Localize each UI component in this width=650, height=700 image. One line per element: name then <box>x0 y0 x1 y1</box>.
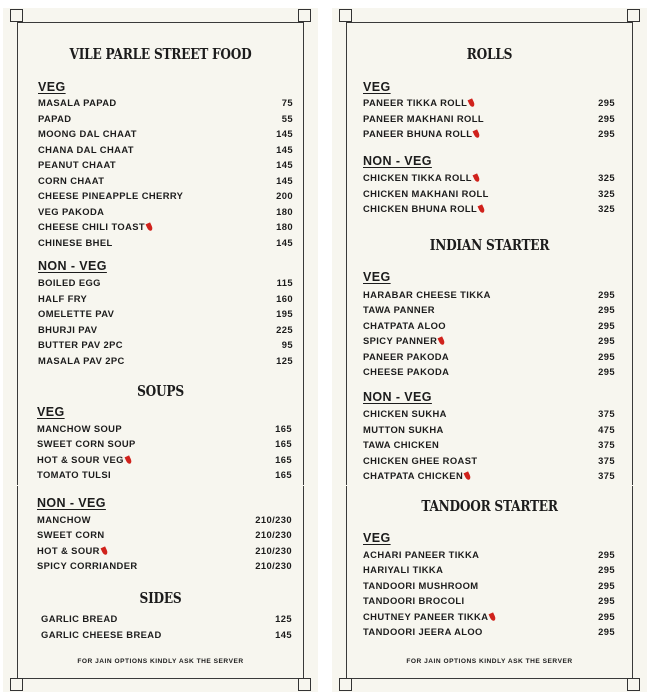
corner-ornament <box>298 678 311 691</box>
corner-ornament <box>10 678 23 691</box>
menu-item <box>38 355 293 370</box>
menu-item <box>363 439 615 454</box>
menu-item-name-text: TANDOORI MUSHROOM <box>363 579 479 591</box>
section-title: SOUPS <box>137 383 184 400</box>
border-line <box>346 678 633 679</box>
menu-item <box>363 188 615 203</box>
menu-item-price: 295 <box>598 564 615 576</box>
panel-separator <box>338 485 641 486</box>
nonveg-heading: NON - VEG <box>38 259 107 273</box>
menu-item <box>37 545 292 560</box>
menu-item-price: 375 <box>598 439 615 450</box>
menu-item-name <box>38 324 97 335</box>
menu-item-price: 325 <box>598 187 615 199</box>
menu-item-name <box>363 366 449 377</box>
footer-note: FOR JAIN OPTIONS KINDLY ASK THE SERVER <box>77 658 244 665</box>
menu-item-name <box>38 355 125 366</box>
menu-item-price: 165 <box>275 438 292 450</box>
menu-item-price: 145 <box>276 174 293 186</box>
menu-item-price: 165 <box>275 423 292 434</box>
section-title: TANDOOR STARTER <box>421 498 558 515</box>
menu-item-name-text: TANDOORI BROCOLI <box>363 595 465 607</box>
chili-pepper-icon <box>478 204 486 213</box>
menu-item-price: 145 <box>276 236 293 248</box>
menu-item-price: 295 <box>598 97 615 108</box>
menu-item-name <box>363 128 479 139</box>
menu-item-name-text: GARLIC CHEESE BREAD <box>41 628 162 640</box>
menu-item-name-text: HARIYALI TIKKA <box>363 564 444 576</box>
border-line <box>303 22 304 678</box>
menu-item-name-text: CORN CHAAT <box>38 174 105 186</box>
corner-ornament <box>339 9 352 22</box>
nonveg-heading: NON - VEG <box>363 390 432 404</box>
nonveg-heading: NON - VEG <box>363 154 432 168</box>
menu-page-left <box>3 8 318 692</box>
menu-item-price: 200 <box>276 190 293 201</box>
menu-item <box>363 366 615 381</box>
menu-item-price: 145 <box>276 159 293 170</box>
menu-item <box>38 159 293 174</box>
corner-ornament <box>627 9 640 22</box>
menu-item-name <box>363 203 484 214</box>
corner-ornament <box>627 678 640 691</box>
menu-item-name-text: CHINESE BHEL <box>38 236 113 248</box>
menu-item <box>363 128 615 143</box>
menu-item-name-text: PEANUT CHAAT <box>38 159 117 170</box>
menu-item-name <box>38 277 101 288</box>
veg-heading: VEG <box>363 80 391 94</box>
menu-item-price: 295 <box>598 549 615 560</box>
menu-item-name <box>363 564 443 575</box>
chili-pepper-icon <box>438 337 446 346</box>
menu-item-price: 295 <box>598 366 615 377</box>
menu-item-name <box>38 175 104 186</box>
menu-item <box>363 335 615 350</box>
menu-item-name-text: BHURJI PAV <box>38 323 98 335</box>
menu-item <box>363 172 615 187</box>
menu-item-name-text: HOT & SOUR VEG <box>37 453 124 465</box>
menu-item <box>38 324 293 339</box>
menu-item-name <box>363 580 478 591</box>
menu-item-name <box>363 455 478 466</box>
menu-item-name-text: MOONG DAL CHAAT <box>38 128 137 139</box>
corner-ornament <box>10 9 23 22</box>
menu-item-name-text: TANDOORI JEERA ALOO <box>363 626 483 637</box>
menu-item-name <box>363 470 470 481</box>
menu-item <box>38 277 293 292</box>
menu-item <box>38 128 293 143</box>
menu-item-name <box>38 159 116 170</box>
menu-item <box>363 626 615 641</box>
menu-item-name <box>363 97 474 108</box>
menu-item <box>37 438 292 453</box>
menu-item <box>363 595 615 610</box>
menu-item <box>37 423 292 438</box>
menu-item-name <box>363 351 449 362</box>
chili-pepper-icon <box>464 471 472 480</box>
menu-item-name-text: ACHARI PANEER TIKKA <box>363 549 480 560</box>
menu-item-name-text: TAWA CHICKEN <box>363 439 440 450</box>
menu-item-name-text: HOT & SOUR <box>37 544 100 556</box>
menu-item <box>38 113 293 128</box>
menu-item-price: 475 <box>598 423 615 435</box>
menu-item-name-text: CHEESE PAKODA <box>363 366 450 377</box>
menu-item-name <box>363 172 479 183</box>
menu-item <box>38 293 293 308</box>
chili-pepper-icon <box>124 455 132 464</box>
menu-item-name <box>363 335 444 346</box>
menu-item-name-text: HARABAR CHEESE TIKKA <box>363 289 491 300</box>
menu-item <box>363 424 615 439</box>
menu-item <box>363 470 615 485</box>
menu-item-name-text: PANEER BHUNA ROLL <box>363 128 473 139</box>
menu-item-name <box>363 595 465 606</box>
menu-item-name-text: CHICKEN MAKHANI ROLL <box>363 187 489 199</box>
menu-item-name <box>37 454 131 465</box>
menu-item-name <box>38 190 183 201</box>
border-line <box>17 22 304 23</box>
menu-item-name-text: SWEET CORN SOUP <box>37 438 136 450</box>
menu-item-name-text: PAPAD <box>38 112 72 124</box>
menu-item-price: 210/230 <box>255 559 292 571</box>
section-title: VILE PARLE STREET FOOD <box>69 46 252 63</box>
menu-item-name <box>37 560 138 571</box>
menu-item-price: 375 <box>598 408 615 419</box>
menu-item-name <box>38 308 114 319</box>
menu-item-price: 375 <box>598 470 615 481</box>
menu-item-name <box>37 545 107 556</box>
menu-item-name <box>38 221 152 232</box>
menu-item <box>38 308 293 323</box>
menu-item-price: 295 <box>598 112 615 124</box>
menu-item-name-text: MUTTON SUKHA <box>363 423 444 435</box>
menu-item-name-text: MANCHOW <box>37 514 91 525</box>
menu-item <box>363 549 615 564</box>
menu-item-name-text: MANCHOW SOUP <box>37 423 123 434</box>
menu-item-price: 145 <box>275 628 292 640</box>
menu-item-price: 295 <box>598 350 615 362</box>
menu-item-price: 145 <box>276 128 293 139</box>
menu-item <box>363 97 615 112</box>
menu-item <box>37 560 292 575</box>
menu-item-price: 210/230 <box>255 529 292 541</box>
menu-item-price: 295 <box>598 610 615 622</box>
veg-heading: VEG <box>38 80 66 94</box>
menu-item-name-text: HALF FRY <box>38 292 88 304</box>
menu-item-name-text: TAWA PANNER <box>363 304 435 316</box>
menu-item-price: 125 <box>275 613 292 624</box>
menu-item-name <box>37 514 91 525</box>
menu-item <box>363 564 615 579</box>
menu-item-name-text: BOILED EGG <box>38 277 101 288</box>
menu-item-name-text: OMELETTE PAV <box>38 308 115 319</box>
menu-item-name <box>363 439 439 450</box>
menu-item-price: 295 <box>598 595 615 607</box>
menu-item-price: 195 <box>276 308 293 319</box>
menu-item-name <box>38 144 134 155</box>
menu-item-price: 295 <box>598 626 615 637</box>
menu-item-name <box>363 424 444 435</box>
border-line <box>346 22 633 23</box>
menu-item-name-text: VEG PAKODA <box>38 205 105 217</box>
chili-pepper-icon <box>489 612 497 621</box>
menu-item-name-text: SWEET CORN <box>37 529 105 541</box>
menu-item-name-text: CHATPATA ALOO <box>363 319 446 331</box>
menu-item-name <box>38 97 117 108</box>
menu-item <box>38 190 293 205</box>
menu-item <box>38 339 293 354</box>
corner-ornament <box>298 9 311 22</box>
menu-item-price: 160 <box>276 292 293 304</box>
section-title: ROLLS <box>466 46 513 63</box>
menu-item-name <box>38 237 113 248</box>
border-line <box>17 22 18 678</box>
menu-item <box>363 455 615 470</box>
menu-item <box>41 613 292 628</box>
chili-pepper-icon <box>472 173 480 182</box>
menu-item-name <box>37 438 136 449</box>
menu-item-name <box>37 529 105 540</box>
menu-item <box>363 408 615 423</box>
chili-pepper-icon <box>473 129 481 138</box>
menu-item-name <box>363 549 479 560</box>
menu-item-name-text: SPICY PANNER <box>363 335 438 347</box>
menu-page-right <box>332 8 647 692</box>
menu-item-price: 210/230 <box>255 544 292 556</box>
menu-item-price: 180 <box>276 205 293 217</box>
menu-item-name-text: CHATPATA CHICKEN <box>363 470 464 481</box>
menu-item-name <box>38 113 71 124</box>
menu-item-name-text: CHICKEN TIKKA ROLL <box>363 172 472 183</box>
menu-item-price: 295 <box>598 304 615 316</box>
menu-item-name-text: TOMATO TULSI <box>37 468 112 480</box>
menu-item <box>41 629 292 644</box>
menu-item-price: 180 <box>276 221 293 232</box>
menu-item-name <box>38 128 137 139</box>
menu-item-name-text: PANEER MAKHANI ROLL <box>363 112 484 124</box>
menu-item-name <box>38 206 104 217</box>
menu-item-name-text: CHICKEN GHEE ROAST <box>363 454 478 466</box>
border-line <box>346 22 347 678</box>
menu-item-name-text: GARLIC BREAD <box>41 613 118 624</box>
menu-item-price: 55 <box>281 112 293 124</box>
menu-item-price: 75 <box>281 97 293 108</box>
menu-item-name-text: PANEER TIKKA ROLL <box>363 97 468 108</box>
panel-separator <box>9 485 312 486</box>
footer-note: FOR JAIN OPTIONS KINDLY ASK THE SERVER <box>406 658 573 665</box>
menu-item <box>38 144 293 159</box>
menu-item <box>38 221 293 236</box>
menu-item-price: 125 <box>276 354 293 366</box>
menu-item <box>37 529 292 544</box>
menu-item-name <box>363 611 495 622</box>
corner-ornament <box>339 678 352 691</box>
menu-item-name <box>38 293 87 304</box>
menu-item-name <box>363 304 435 315</box>
menu-item <box>363 320 615 335</box>
menu-item <box>363 289 615 304</box>
menu-item-name-text: CHEESE CHILI TOAST <box>38 221 146 232</box>
veg-heading: VEG <box>363 270 391 284</box>
menu-item <box>38 237 293 252</box>
menu-item-price: 325 <box>598 172 615 183</box>
menu-item-price: 210/230 <box>255 514 292 525</box>
menu-item-name-text: CHICKEN BHUNA ROLL <box>363 203 478 214</box>
menu-item-name <box>37 469 111 480</box>
menu-item <box>363 611 615 626</box>
menu-item <box>38 206 293 221</box>
menu-item-name-text: PANEER PAKODA <box>363 350 450 362</box>
section-title: SIDES <box>139 590 182 607</box>
menu-item-name <box>41 629 162 640</box>
menu-item-price: 295 <box>598 128 615 139</box>
menu-item-name <box>41 613 118 624</box>
menu-item-price: 295 <box>598 289 615 300</box>
veg-heading: VEG <box>37 405 65 419</box>
menu-item-name <box>363 188 489 199</box>
menu-item-name-text: BUTTER PAV 2PC <box>38 339 123 350</box>
menu-item-name-text: CHICKEN SUKHA <box>363 408 447 419</box>
menu-item-name-text: MASALA PAV 2PC <box>38 354 125 366</box>
menu-item-price: 145 <box>276 143 293 155</box>
menu-item-name <box>38 339 123 350</box>
menu-item-name-text: CHEESE PINEAPPLE CHERRY <box>38 190 184 201</box>
veg-heading: VEG <box>363 531 391 545</box>
menu-item-price: 375 <box>598 454 615 466</box>
border-line <box>632 22 633 678</box>
chili-pepper-icon <box>100 546 108 555</box>
menu-item <box>38 175 293 190</box>
menu-item-name <box>363 320 446 331</box>
nonveg-heading: NON - VEG <box>37 496 106 510</box>
menu-item-price: 295 <box>598 319 615 331</box>
menu-item-price: 325 <box>598 203 615 214</box>
menu-item-price: 95 <box>281 339 293 350</box>
menu-item-name-text: MASALA PAPAD <box>38 97 117 108</box>
menu-item-name <box>363 408 447 419</box>
menu-item <box>37 454 292 469</box>
menu-item-price: 165 <box>275 468 292 480</box>
menu-item <box>363 580 615 595</box>
menu-item-price: 115 <box>276 277 293 288</box>
menu-item <box>363 113 615 128</box>
menu-item <box>37 469 292 484</box>
menu-item-name-text: SPICY CORRIANDER <box>37 559 138 571</box>
menu-item-name <box>363 289 491 300</box>
menu-item-price: 165 <box>275 453 292 465</box>
chili-pepper-icon <box>468 98 476 107</box>
menu-item-name <box>363 626 483 637</box>
menu-item <box>363 304 615 319</box>
menu-item-name-text: CHUTNEY PANEER TIKKA <box>363 610 489 622</box>
menu-item <box>37 514 292 529</box>
menu-item-name <box>37 423 122 434</box>
border-line <box>17 678 304 679</box>
menu-item-price: 225 <box>276 323 293 335</box>
menu-item <box>363 203 615 218</box>
menu-item-name <box>363 113 484 124</box>
section-title: INDIAN STARTER <box>429 237 550 254</box>
menu-item <box>363 351 615 366</box>
menu-item-price: 295 <box>598 335 615 347</box>
chili-pepper-icon <box>146 222 154 231</box>
menu-item <box>38 97 293 112</box>
menu-item-price: 295 <box>598 579 615 591</box>
menu-item-name-text: CHANA DAL CHAAT <box>38 143 134 155</box>
